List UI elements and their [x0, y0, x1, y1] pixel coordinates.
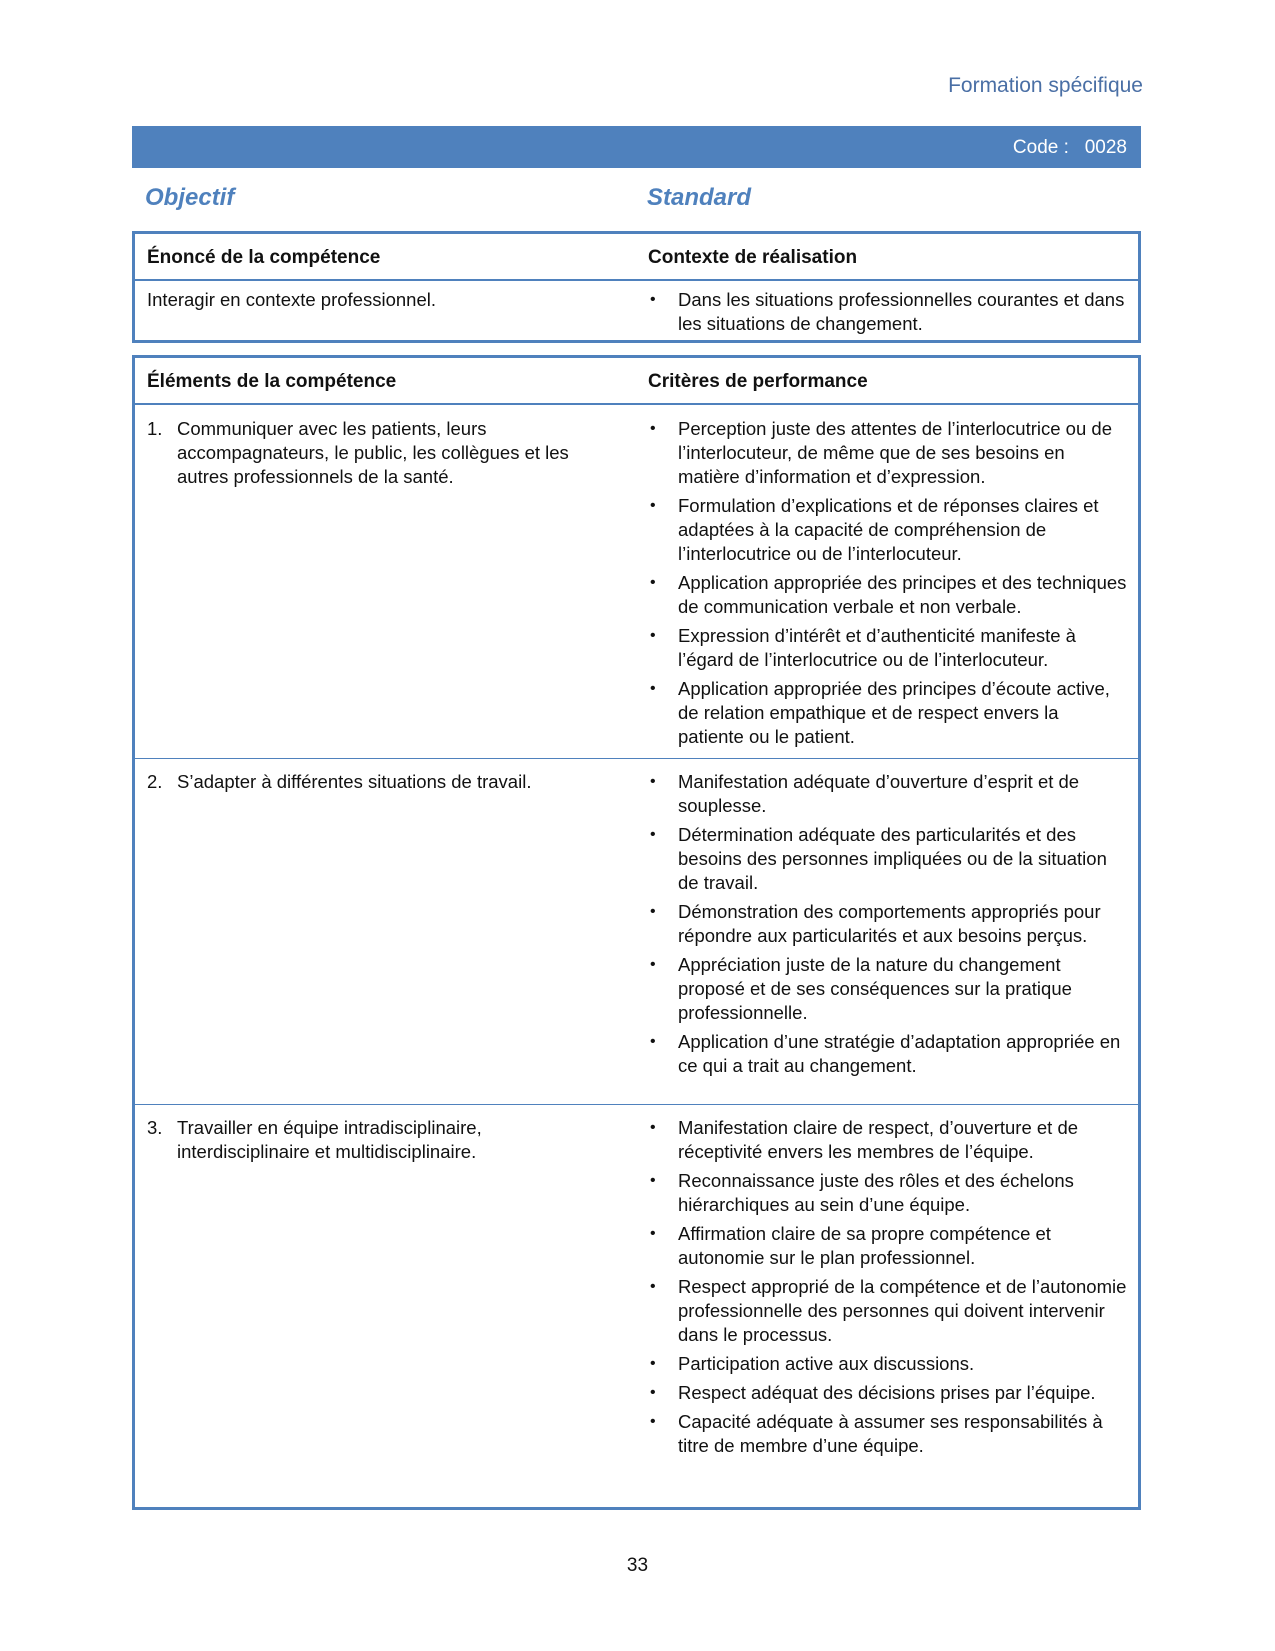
bullet-icon: •	[650, 1225, 656, 1242]
list-item: • Manifestation claire de respect, d’ouverture et de réceptivité envers les membres de l’équipe.	[650, 1117, 1079, 1162]
bullet-icon: •	[650, 680, 656, 697]
element-cell: 1. Communiquer avec les patients, leurs accompagnateurs, le public, les collègues et les autres professionnels de la santé.	[147, 418, 569, 487]
list-item: • Capacité adéquate à assumer ses responsabilités à titre de membre d’une équipe.	[650, 1411, 1103, 1456]
competence-statement-table	[132, 231, 1141, 343]
list-item: • Expression d’intérêt et d’authenticité manifeste à l’égard de l’interlocutrice ou de l’interlocuteur.	[650, 625, 1076, 670]
criteria-list	[648, 1116, 1128, 1463]
code-bar	[132, 126, 1141, 168]
bullet-icon: •	[650, 497, 656, 514]
table-header	[135, 234, 1138, 281]
competence-elements-table	[132, 355, 1141, 1510]
bullet-icon: •	[650, 1033, 656, 1050]
list-item: • Affirmation claire de sa propre compétence et autonomie sur le plan professionnel.	[650, 1223, 1051, 1268]
list-item: • Application appropriée des principes et des techniques de communication verbale et non verbale.	[650, 572, 1127, 617]
list-item: • Formulation d’explications et de réponses claires et adaptées à la capacité de compréhension de l’interlocutrice ou de l’interlocuteur.	[650, 495, 1099, 564]
bullet-icon: •	[650, 773, 656, 790]
bullet-icon: •	[650, 1413, 656, 1430]
list-item: • Application d’une stratégie d’adaptation appropriée en ce qui a trait au changement.	[650, 1031, 1121, 1076]
bullet-icon: •	[650, 1355, 656, 1372]
list-item: • Respect adéquat des décisions prises par l’équipe.	[650, 1382, 1096, 1403]
table-header	[135, 358, 1138, 405]
bullet-icon: •	[650, 903, 656, 920]
bullet-icon: •	[650, 1278, 656, 1295]
bullet-icon: •	[650, 1384, 656, 1401]
context-list	[648, 288, 1128, 341]
bullet-icon: •	[650, 826, 656, 843]
list-item: • Reconnaissance juste des rôles et des échelons hiérarchiques au sein d’une équipe.	[650, 1170, 1074, 1215]
table-row	[135, 405, 1138, 759]
bullet-icon: •	[650, 1119, 656, 1136]
element-cell: 3. Travailler en équipe intradisciplinaire, interdisciplinaire et multidisciplinaire.	[147, 1117, 482, 1162]
column-header-statement: Énoncé de la compétence	[147, 247, 381, 268]
bullet-icon: •	[650, 627, 656, 644]
standard-heading: Standard	[647, 184, 752, 211]
list-item: • Perception juste des attentes de l’interlocutrice ou de l’interlocuteur, de même que de ses besoins en matière d’information et d’expression.	[650, 418, 1112, 487]
criteria-list	[648, 770, 1128, 1083]
bullet-icon: •	[650, 1172, 656, 1189]
page-number: 33	[626, 1555, 649, 1576]
bullet-icon: •	[650, 291, 656, 308]
table-row	[135, 758, 1138, 1105]
section-title: Formation spécifique	[948, 74, 1143, 97]
element-cell: 2. S’adapter à différentes situations de travail.	[147, 771, 532, 792]
list-item: • Appréciation juste de la nature du changement proposé et de ses conséquences sur la pratique professionnelle.	[650, 954, 1072, 1023]
bullet-icon: •	[650, 574, 656, 591]
competence-statement: Interagir en contexte professionnel.	[147, 289, 436, 310]
objective-heading: Objectif	[145, 184, 235, 211]
list-item: • Participation active aux discussions.	[650, 1353, 975, 1374]
headings-row	[145, 184, 1135, 216]
bullet-icon: •	[650, 956, 656, 973]
criteria-list	[648, 417, 1128, 754]
list-item: • Détermination adéquate des particularités et des besoins des personnes impliquées ou de la situation de travail.	[650, 824, 1107, 893]
table-row	[135, 1104, 1138, 1504]
column-header-criteria: Critères de performance	[648, 371, 868, 392]
list-item: • Manifestation adéquate d’ouverture d’esprit et de souplesse.	[650, 771, 1080, 816]
program-code: Code : 0028	[1012, 137, 1127, 158]
list-item: • Démonstration des comportements appropriés pour répondre aux particularités et aux besoins perçus.	[650, 901, 1101, 946]
column-header-context: Contexte de réalisation	[648, 247, 858, 268]
column-header-elements: Éléments de la compétence	[147, 371, 397, 392]
list-item: • Respect approprié de la compétence et de l’autonomie professionnelle des personnes qui doivent intervenir dans le processus.	[650, 1276, 1127, 1345]
list-item: • Application appropriée des principes d’écoute active, de relation empathique et de respect envers la patiente ou le patient.	[650, 678, 1110, 747]
list-item: • Dans les situations professionnelles courantes et dans les situations de changement.	[650, 289, 1125, 334]
bullet-icon: •	[650, 420, 656, 437]
